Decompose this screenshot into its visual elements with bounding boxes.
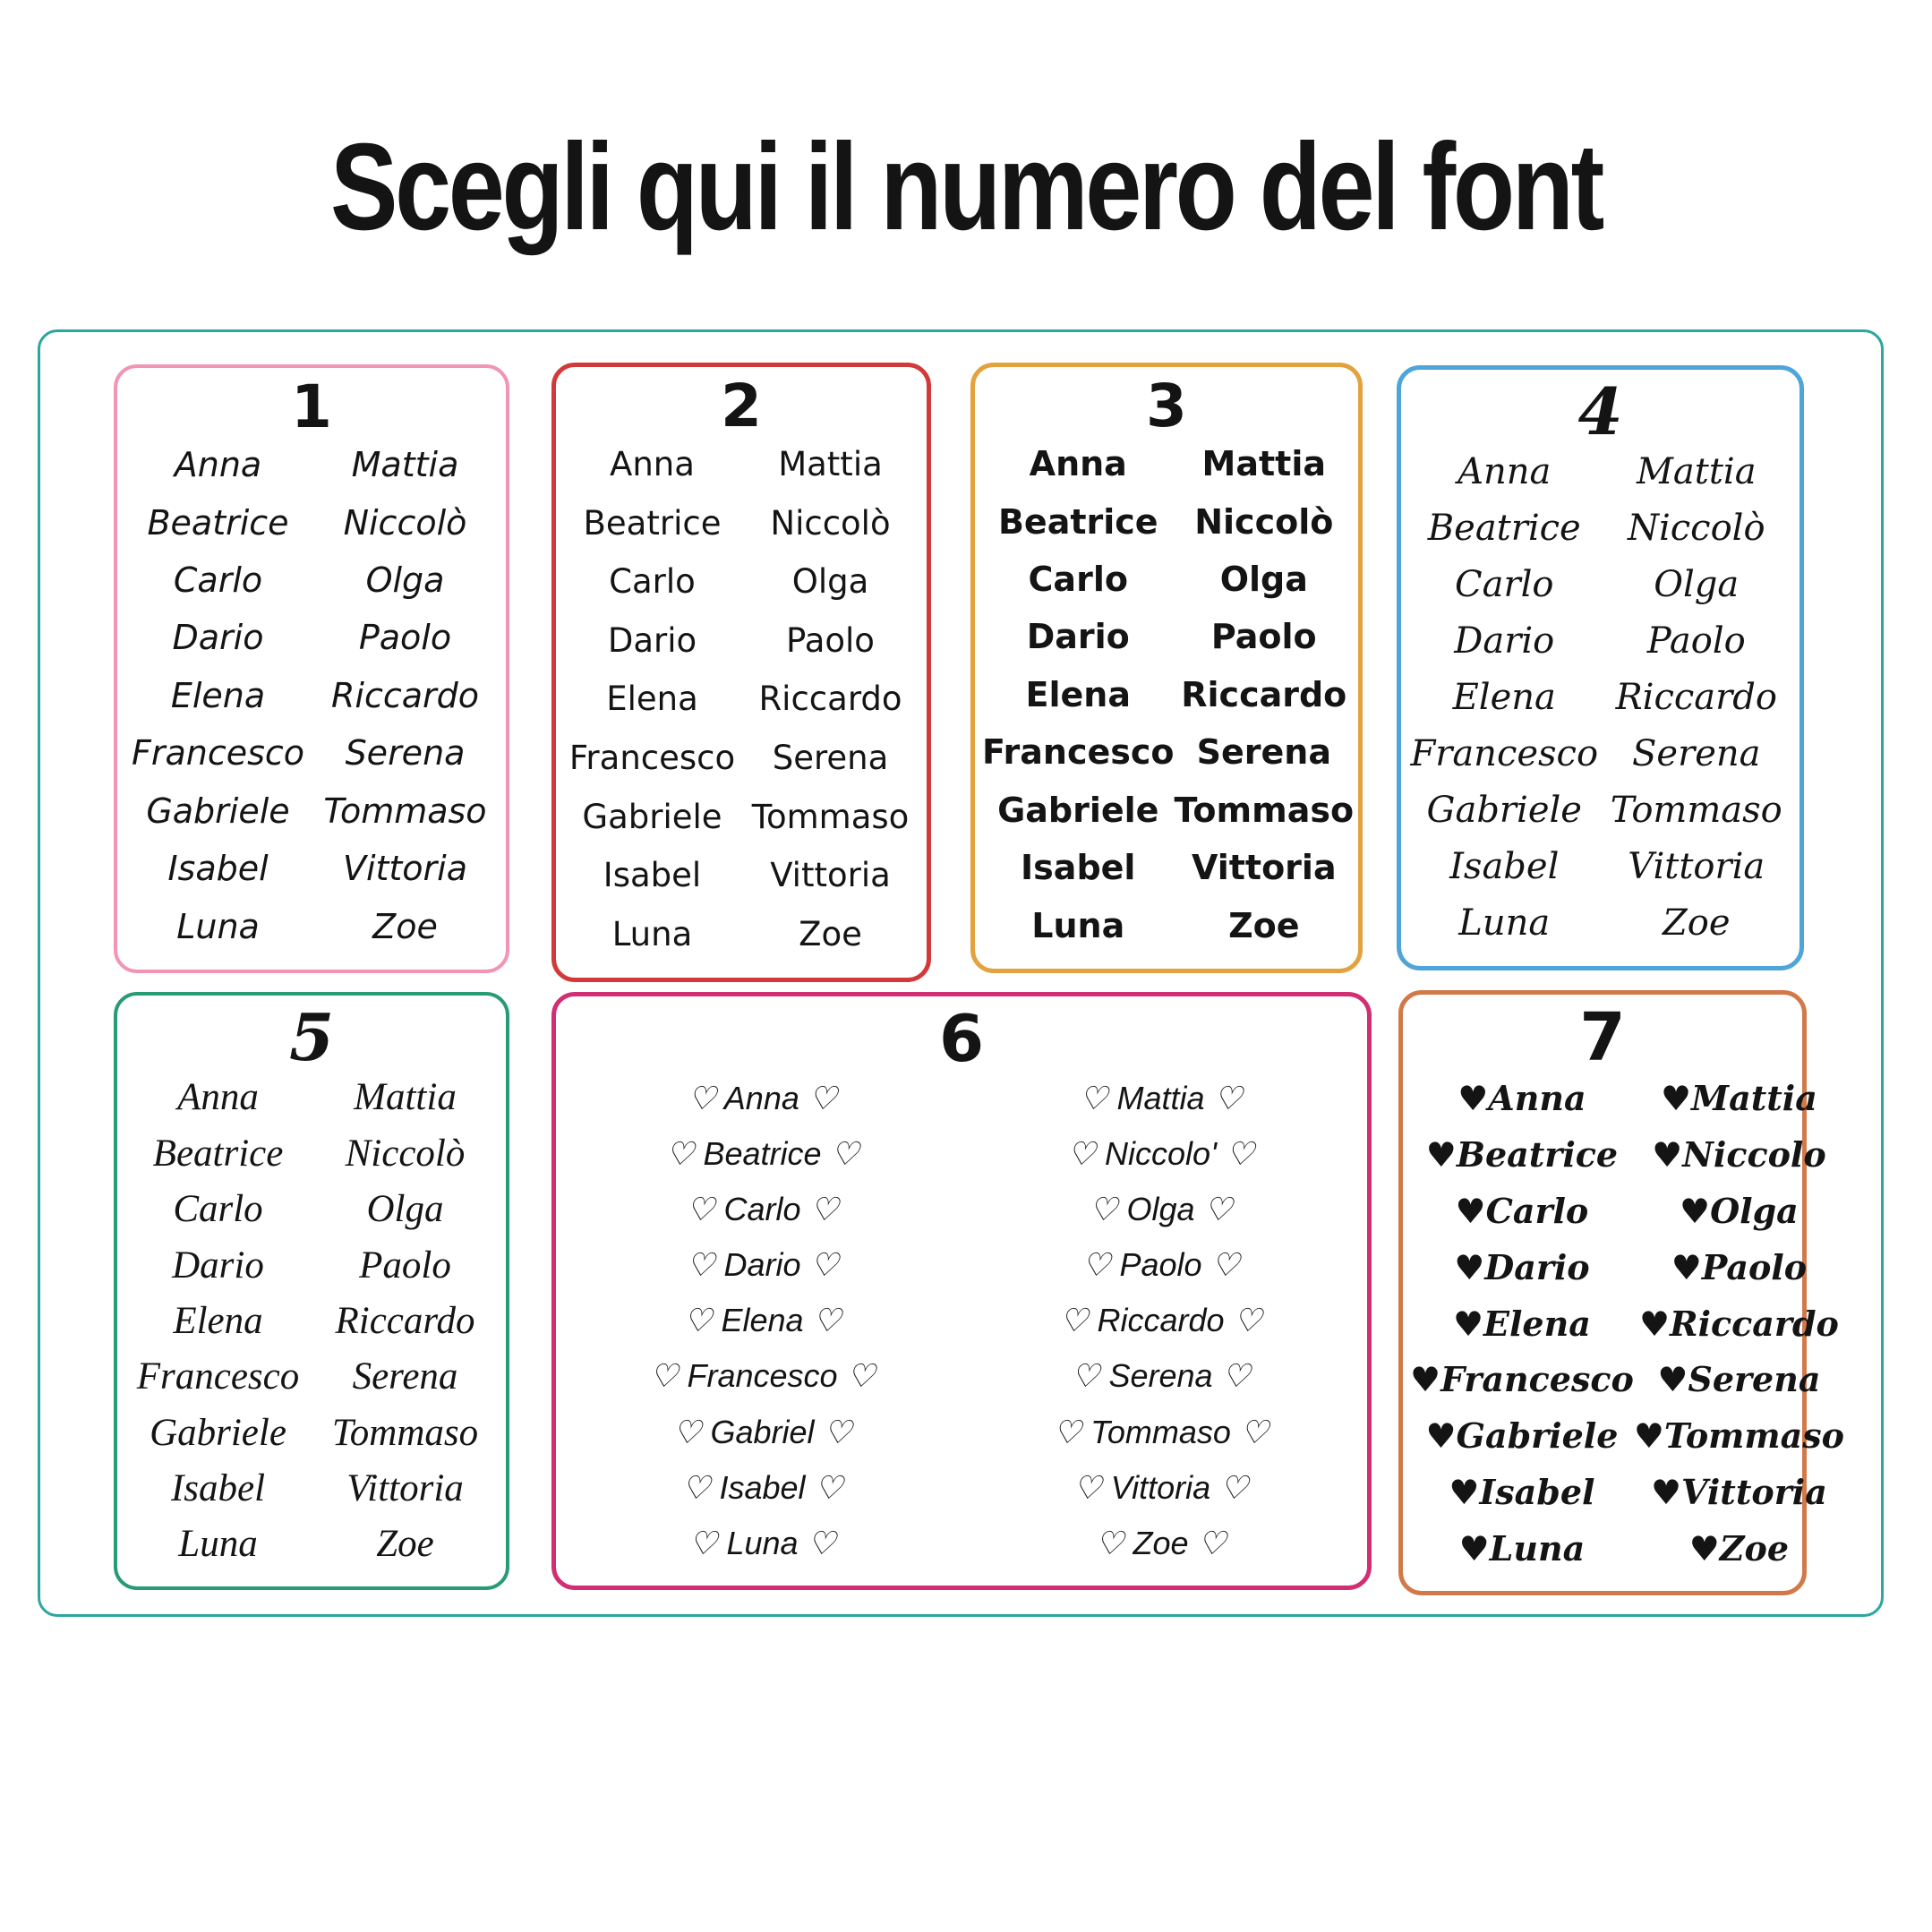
name-sample: Niccolò (770, 503, 891, 543)
name-sample: Isabel (603, 856, 702, 895)
name-sample: ♥Anna (1458, 1078, 1586, 1119)
font-option-box-7[interactable] (1398, 990, 1844, 1595)
name-sample: Mattia (354, 1076, 457, 1119)
name-sample: Elena (170, 675, 266, 715)
name-sample: Luna (611, 914, 693, 953)
name-sample: ♥Riccardo (1638, 1303, 1839, 1344)
name-sample: Carlo (173, 560, 263, 601)
name-sample: Beatrice (997, 501, 1158, 542)
name-sample: Serena (352, 1355, 458, 1398)
name-sample: Carlo (609, 562, 696, 602)
name-sample: Luna (178, 1523, 258, 1566)
name-sample: Mattia (351, 445, 459, 485)
name-sample: ♥Zoe (1688, 1527, 1790, 1569)
page-title: Scegli qui il numero del font (329, 118, 1603, 256)
name-sample: Vittoria (346, 1466, 464, 1509)
name-sample: ♡ Serena ♡ (1071, 1357, 1251, 1395)
name-sample: Riccardo (335, 1299, 475, 1342)
names-grid (124, 1070, 499, 1572)
font-number-label: 4 (1577, 373, 1623, 449)
name-sample: Niccolò (343, 502, 467, 543)
name-sample: Zoe (799, 914, 862, 953)
name-sample: ♡ Olga ♡ (1089, 1191, 1233, 1228)
name-sample: Francesco (982, 732, 1175, 773)
name-sample: Olga (365, 560, 445, 601)
name-sample: Anna (177, 1076, 259, 1119)
name-sample: Zoe (372, 906, 438, 946)
names-column-right (312, 1070, 499, 1572)
name-sample: Gabriele (997, 790, 1159, 830)
name-sample: Elena (1025, 674, 1131, 714)
name-sample: Anna (1029, 444, 1127, 484)
name-sample: Vittoria (770, 856, 891, 895)
font-number-label: 5 (288, 999, 335, 1075)
name-sample: Tommaso (331, 1411, 479, 1454)
name-sample: Mattia (778, 445, 883, 484)
name-sample: Riccardo (1181, 674, 1347, 714)
name-sample: Serena (1196, 732, 1331, 773)
name-sample: Olga (366, 1188, 444, 1231)
name-sample: Carlo (1028, 560, 1128, 600)
names-column-left (1408, 444, 1601, 952)
name-sample: Niccolò (1627, 508, 1765, 550)
name-sample: ♡ Gabriel ♡ (672, 1413, 852, 1450)
name-sample: Luna (176, 906, 260, 946)
name-sample: Elena (606, 680, 698, 719)
name-sample: ♥Olga (1680, 1191, 1799, 1231)
name-sample: Zoe (1228, 905, 1300, 945)
names-column-left (563, 435, 741, 963)
name-sample: Mattia (1636, 451, 1757, 493)
name-sample: Dario (607, 620, 697, 660)
name-sample: ♡ Francesco ♡ (649, 1357, 876, 1395)
name-sample: ♡ Luna ♡ (688, 1524, 836, 1561)
name-sample: Francesco (136, 1355, 300, 1398)
names-column-right (1175, 435, 1355, 954)
font-number-label: 1 (291, 372, 332, 441)
names-grid (563, 435, 919, 963)
font-option-box-3[interactable] (970, 363, 1363, 973)
name-sample: Isabel (167, 849, 269, 889)
name-sample: Serena (345, 733, 466, 774)
name-sample: Beatrice (152, 1132, 284, 1175)
name-sample: ♥Niccolo (1652, 1134, 1826, 1175)
name-sample: Isabel (1449, 846, 1560, 888)
name-sample: ♥Isabel (1449, 1471, 1595, 1512)
names-column-left (563, 1071, 962, 1571)
name-sample: Zoe (376, 1523, 434, 1566)
name-sample: Vittoria (342, 849, 468, 889)
name-sample: ♡ Zoe ♡ (1095, 1524, 1227, 1561)
name-sample: ♥Dario (1454, 1246, 1590, 1287)
name-sample: ♡ Riccardo ♡ (1059, 1302, 1262, 1339)
names-column-right (741, 435, 919, 963)
name-sample: Dario (172, 618, 264, 658)
name-sample: ♥Carlo (1455, 1191, 1589, 1231)
name-sample: Paolo (786, 620, 875, 660)
name-sample: Isabel (1021, 848, 1136, 888)
names-column-right (1634, 1071, 1844, 1577)
name-sample: Carlo (1455, 564, 1554, 606)
name-sample: Riccardo (330, 675, 480, 715)
name-sample: Paolo (359, 1244, 451, 1287)
name-sample: ♡ Mattia ♡ (1079, 1079, 1243, 1116)
name-sample: ♥Elena (1452, 1303, 1591, 1344)
font-number-label: 3 (1146, 372, 1187, 440)
name-sample: ♡ Dario ♡ (686, 1246, 839, 1284)
name-sample: Olga (1654, 564, 1740, 606)
name-sample: Beatrice (1427, 508, 1581, 550)
names-grid (1408, 444, 1792, 952)
name-sample: Tommaso (1610, 790, 1782, 832)
name-sample: Gabriele (150, 1411, 286, 1454)
name-sample: Tommaso (751, 797, 910, 836)
font-option-box-5[interactable] (114, 992, 509, 1590)
font-option-box-2[interactable] (551, 363, 931, 982)
name-sample: Paolo (358, 618, 452, 658)
name-sample: Zoe (1662, 902, 1731, 945)
font-option-box-4[interactable] (1397, 365, 1804, 970)
names-column-left (982, 435, 1175, 954)
names-column-right (962, 1071, 1360, 1571)
name-sample: Dario (1026, 617, 1130, 657)
name-sample: Francesco (568, 738, 736, 777)
name-sample: ♡ Elena ♡ (683, 1302, 842, 1339)
name-sample: Gabriele (582, 797, 722, 836)
name-sample: Tommaso (1174, 790, 1355, 830)
name-sample: Olga (1219, 560, 1308, 600)
name-sample: ♡ Tommaso ♡ (1052, 1413, 1269, 1450)
name-sample: Riccardo (758, 680, 902, 719)
name-sample: Dario (172, 1244, 264, 1287)
name-sample: Elena (173, 1299, 263, 1342)
name-sample: ♡ Paolo ♡ (1081, 1246, 1240, 1284)
name-sample: ♥Beatrice (1425, 1134, 1619, 1175)
name-sample: ♥Serena (1657, 1359, 1821, 1400)
name-sample: Anna (610, 445, 695, 484)
names-column-left (1410, 1071, 1634, 1577)
name-sample: Beatrice (147, 502, 289, 543)
name-sample: ♥Gabriele (1425, 1415, 1619, 1457)
name-sample: Mattia (1201, 444, 1327, 484)
font-number-label: 2 (721, 372, 762, 440)
name-sample: Paolo (1646, 620, 1746, 663)
names-column-left (124, 436, 312, 955)
name-sample: ♥Tommaso (1633, 1415, 1844, 1457)
name-sample: Olga (791, 562, 869, 602)
name-sample: Isabel (170, 1466, 266, 1509)
name-sample: ♥Mattia (1660, 1078, 1817, 1119)
name-sample: ♥Francesco (1410, 1359, 1634, 1400)
names-column-right (1601, 444, 1793, 952)
name-sample: ♥Paolo (1671, 1246, 1808, 1287)
names-grid (982, 435, 1355, 954)
name-sample: Francesco (131, 733, 305, 774)
name-sample: Beatrice (583, 503, 722, 543)
name-sample: ♡ Beatrice ♡ (665, 1134, 859, 1172)
name-sample: Niccolò (1194, 501, 1334, 542)
name-sample: Luna (1458, 902, 1551, 945)
name-sample: ♡ Anna ♡ (687, 1079, 838, 1116)
name-sample: Riccardo (1615, 677, 1777, 719)
name-sample: Anna (174, 445, 262, 485)
name-sample: ♡ Vittoria ♡ (1073, 1468, 1249, 1506)
name-sample: Niccolò (345, 1132, 466, 1175)
font-option-box-6[interactable] (551, 992, 1372, 1590)
names-grid (563, 1071, 1360, 1571)
name-sample: Francesco (1410, 733, 1599, 775)
names-grid (1410, 1071, 1844, 1577)
name-sample: ♡ Carlo ♡ (686, 1191, 839, 1228)
name-sample: Paolo (1210, 617, 1317, 657)
name-sample: Carlo (173, 1188, 263, 1231)
name-sample: Vittoria (1628, 846, 1765, 888)
name-sample: Dario (1454, 620, 1555, 663)
name-sample: ♥Luna (1458, 1527, 1586, 1569)
name-sample: Vittoria (1191, 848, 1337, 888)
name-sample: ♡ Isabel ♡ (681, 1468, 843, 1506)
name-sample: Tommaso (323, 791, 487, 831)
names-column-right (312, 436, 499, 955)
name-sample: Gabriele (1426, 790, 1582, 832)
font-number-label: 7 (1579, 999, 1626, 1076)
names-column-left (124, 1070, 312, 1572)
names-grid (124, 436, 499, 955)
name-sample: ♡ Niccolo' ♡ (1066, 1134, 1255, 1172)
name-sample: Gabriele (146, 791, 290, 831)
name-sample: Anna (1458, 451, 1552, 493)
name-sample: Serena (772, 738, 889, 777)
font-number-label: 6 (938, 1001, 985, 1076)
font-option-box-1[interactable] (114, 364, 509, 973)
name-sample: ♥Vittoria (1650, 1471, 1827, 1512)
name-sample: Serena (1632, 733, 1761, 775)
name-sample: Elena (1452, 677, 1556, 719)
name-sample: Luna (1031, 905, 1125, 945)
